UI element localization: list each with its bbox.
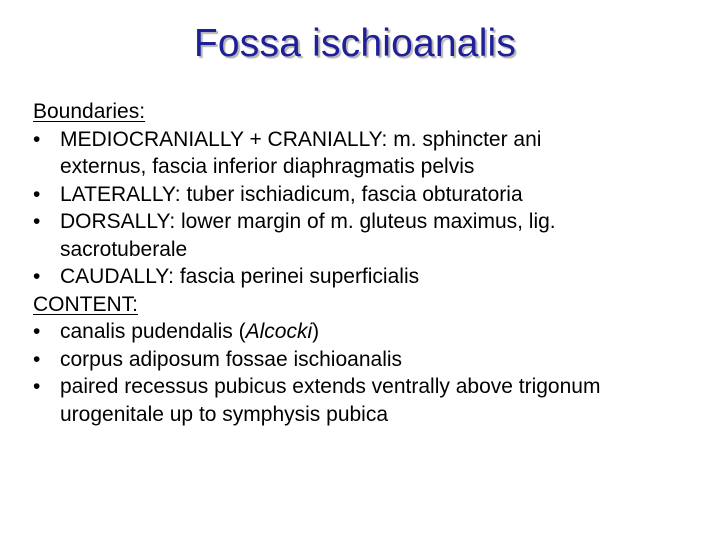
slide-body [33, 98, 703, 428]
boundary-item [33, 263, 703, 291]
content-heading: CONTENT: [33, 292, 138, 316]
content-text: canalis pudendalis ( [60, 320, 246, 343]
boundary-text: tuber ischiadicum, fascia obturatoria [180, 182, 523, 206]
content-item [33, 346, 703, 374]
slide-title: Fossa ischioanalis [193, 22, 517, 65]
bullet-icon: • [33, 375, 41, 398]
boundary-item [33, 181, 703, 209]
bullet-icon: • [33, 265, 41, 288]
boundary-item [33, 126, 703, 154]
content-text: paired recessus pubicus extends ventrally above trigonum [60, 375, 601, 398]
boundaries-heading: Boundaries: [33, 100, 146, 123]
boundary-text-continuation: sacrotuberale [60, 237, 188, 261]
bullet-icon: • [33, 182, 41, 206]
content-item [33, 373, 703, 401]
bullet-icon: • [33, 320, 41, 343]
boundary-direction: LATERALLY: [60, 182, 181, 206]
boundary-text-continuation: externus, fascia inferior diaphragmatis pelvis [60, 155, 475, 178]
content-text: corpus adiposum fossae ischioanalis [60, 347, 403, 371]
bullet-icon: • [33, 127, 41, 151]
content-text-continuation: urogenitale up to symphysis pubica [60, 402, 389, 426]
boundary-direction: MEDIOCRANIALLY + CRANIALLY: [60, 127, 388, 151]
content-italic-text: Alcocki [245, 320, 313, 343]
boundary-item [33, 208, 703, 236]
boundary-text: m. sphincter ani [387, 127, 542, 151]
bullet-icon: • [33, 347, 41, 371]
content-text: ) [312, 320, 320, 343]
boundary-direction: DORSALLY: [60, 210, 176, 233]
content-item [33, 318, 703, 346]
boundary-text: lower margin of m. gluteus maximus, lig. [175, 210, 556, 233]
boundary-direction: CAUDALLY: [60, 265, 174, 288]
bullet-icon: • [33, 210, 41, 233]
boundary-text: fascia perinei superficialis [174, 265, 420, 288]
